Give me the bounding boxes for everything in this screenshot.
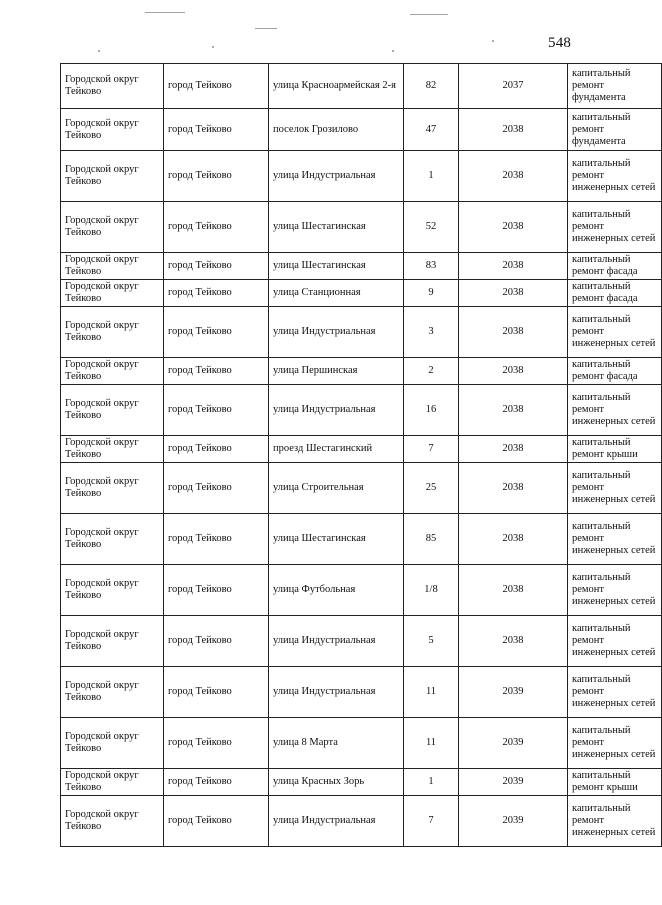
cell-street: проезд Шестагинский	[269, 436, 404, 463]
table-row	[61, 109, 662, 151]
cell-house-number: 5	[404, 616, 459, 667]
cell-work-type: капитальный ремонт инженерных сетей	[568, 565, 662, 616]
cell-street: улица Индустриальная	[269, 616, 404, 667]
cell-street: улица Футбольная	[269, 565, 404, 616]
cell-work-type: капитальный ремонт инженерных сетей	[568, 307, 662, 358]
cell-okrug: Городской округ Тейково	[61, 358, 164, 385]
table-row	[61, 358, 662, 385]
scan-mark	[145, 12, 185, 13]
page-number: 548	[548, 35, 572, 51]
cell-okrug: Городской округ Тейково	[61, 769, 164, 796]
table-row	[61, 202, 662, 253]
table-row	[61, 307, 662, 358]
cell-city: город Тейково	[164, 667, 269, 718]
cell-house-number: 3	[404, 307, 459, 358]
scan-dot	[212, 46, 214, 48]
cell-street: улица Строительная	[269, 463, 404, 514]
table-row	[61, 64, 662, 109]
cell-work-type: капитальный ремонт инженерных сетей	[568, 514, 662, 565]
cell-year: 2039	[459, 718, 568, 769]
cell-year: 2038	[459, 280, 568, 307]
cell-year: 2038	[459, 307, 568, 358]
cell-city: город Тейково	[164, 280, 269, 307]
cell-city: город Тейково	[164, 616, 269, 667]
cell-okrug: Городской округ Тейково	[61, 463, 164, 514]
cell-street: улица Красноармейская 2-я	[269, 64, 404, 109]
cell-city: город Тейково	[164, 463, 269, 514]
cell-year: 2038	[459, 436, 568, 463]
scan-mark	[255, 28, 277, 29]
cell-house-number: 83	[404, 253, 459, 280]
cell-city: город Тейково	[164, 565, 269, 616]
cell-street: улица Красных Зорь	[269, 769, 404, 796]
cell-street: улица Першинская	[269, 358, 404, 385]
cell-year: 2038	[459, 253, 568, 280]
cell-year: 2038	[459, 565, 568, 616]
cell-okrug: Городской округ Тейково	[61, 151, 164, 202]
cell-okrug: Городской округ Тейково	[61, 280, 164, 307]
table-row	[61, 796, 662, 847]
table-row	[61, 385, 662, 436]
cell-year: 2038	[459, 151, 568, 202]
scan-mark	[410, 14, 448, 15]
cell-okrug: Городской округ Тейково	[61, 436, 164, 463]
repair-schedule-table	[60, 63, 662, 847]
scan-dot	[98, 50, 100, 52]
cell-work-type: капитальный ремонт фасада	[568, 253, 662, 280]
cell-house-number: 7	[404, 796, 459, 847]
cell-work-type: капитальный ремонт фасада	[568, 280, 662, 307]
cell-work-type: капитальный ремонт фундамента	[568, 109, 662, 151]
table-row	[61, 514, 662, 565]
cell-okrug: Городской округ Тейково	[61, 109, 164, 151]
cell-work-type: капитальный ремонт инженерных сетей	[568, 151, 662, 202]
cell-work-type: капитальный ремонт инженерных сетей	[568, 202, 662, 253]
table-body	[61, 64, 662, 847]
cell-work-type: капитальный ремонт инженерных сетей	[568, 616, 662, 667]
cell-house-number: 47	[404, 109, 459, 151]
cell-house-number: 2	[404, 358, 459, 385]
cell-work-type: капитальный ремонт инженерных сетей	[568, 463, 662, 514]
cell-city: город Тейково	[164, 253, 269, 280]
cell-okrug: Городской округ Тейково	[61, 796, 164, 847]
table-row	[61, 667, 662, 718]
cell-year: 2038	[459, 385, 568, 436]
cell-work-type: капитальный ремонт инженерных сетей	[568, 718, 662, 769]
cell-house-number: 52	[404, 202, 459, 253]
cell-house-number: 11	[404, 667, 459, 718]
cell-work-type: капитальный ремонт инженерных сетей	[568, 385, 662, 436]
cell-year: 2039	[459, 667, 568, 718]
cell-okrug: Городской округ Тейково	[61, 514, 164, 565]
cell-year: 2038	[459, 202, 568, 253]
cell-okrug: Городской округ Тейково	[61, 202, 164, 253]
cell-house-number: 85	[404, 514, 459, 565]
cell-city: город Тейково	[164, 358, 269, 385]
table-row	[61, 280, 662, 307]
cell-work-type: капитальный ремонт фасада	[568, 358, 662, 385]
table-row	[61, 253, 662, 280]
cell-house-number: 7	[404, 436, 459, 463]
cell-street: улица Индустриальная	[269, 307, 404, 358]
cell-house-number: 9	[404, 280, 459, 307]
cell-okrug: Городской округ Тейково	[61, 64, 164, 109]
cell-city: город Тейково	[164, 769, 269, 796]
cell-house-number: 11	[404, 718, 459, 769]
cell-street: улица Индустриальная	[269, 796, 404, 847]
cell-street: улица Индустриальная	[269, 151, 404, 202]
cell-street: улица Станционная	[269, 280, 404, 307]
cell-year: 2038	[459, 514, 568, 565]
cell-house-number: 82	[404, 64, 459, 109]
cell-work-type: капитальный ремонт крыши	[568, 436, 662, 463]
cell-street: улица Шестагинская	[269, 514, 404, 565]
cell-work-type: капитальный ремонт инженерных сетей	[568, 796, 662, 847]
table-row	[61, 616, 662, 667]
table-row	[61, 463, 662, 514]
table-row	[61, 151, 662, 202]
cell-street: улица Индустриальная	[269, 667, 404, 718]
cell-work-type: капитальный ремонт фундамента	[568, 64, 662, 109]
cell-house-number: 16	[404, 385, 459, 436]
cell-city: город Тейково	[164, 151, 269, 202]
cell-year: 2038	[459, 616, 568, 667]
cell-street: поселок Грозилово	[269, 109, 404, 151]
cell-work-type: капитальный ремонт инженерных сетей	[568, 667, 662, 718]
cell-okrug: Городской округ Тейково	[61, 565, 164, 616]
cell-city: город Тейково	[164, 796, 269, 847]
cell-year: 2038	[459, 109, 568, 151]
cell-house-number: 1	[404, 769, 459, 796]
cell-okrug: Городской округ Тейково	[61, 616, 164, 667]
cell-okrug: Городской округ Тейково	[61, 667, 164, 718]
cell-city: город Тейково	[164, 109, 269, 151]
cell-okrug: Городской округ Тейково	[61, 307, 164, 358]
cell-okrug: Городской округ Тейково	[61, 385, 164, 436]
cell-city: город Тейково	[164, 436, 269, 463]
cell-year: 2037	[459, 64, 568, 109]
cell-house-number: 25	[404, 463, 459, 514]
cell-year: 2039	[459, 769, 568, 796]
scan-dot	[392, 50, 394, 52]
cell-year: 2038	[459, 358, 568, 385]
cell-city: город Тейково	[164, 64, 269, 109]
cell-city: город Тейково	[164, 307, 269, 358]
cell-okrug: Городской округ Тейково	[61, 253, 164, 280]
cell-house-number: 1/8	[404, 565, 459, 616]
cell-year: 2038	[459, 463, 568, 514]
table-row	[61, 565, 662, 616]
table-row	[61, 718, 662, 769]
scan-dot	[492, 40, 494, 42]
cell-city: город Тейково	[164, 202, 269, 253]
table-row	[61, 436, 662, 463]
cell-okrug: Городской округ Тейково	[61, 718, 164, 769]
cell-street: улица 8 Марта	[269, 718, 404, 769]
cell-city: город Тейково	[164, 514, 269, 565]
cell-street: улица Шестагинская	[269, 253, 404, 280]
cell-year: 2039	[459, 796, 568, 847]
cell-city: город Тейково	[164, 718, 269, 769]
cell-city: город Тейково	[164, 385, 269, 436]
table-row	[61, 769, 662, 796]
cell-work-type: капитальный ремонт крыши	[568, 769, 662, 796]
cell-street: улица Шестагинская	[269, 202, 404, 253]
cell-house-number: 1	[404, 151, 459, 202]
cell-street: улица Индустриальная	[269, 385, 404, 436]
